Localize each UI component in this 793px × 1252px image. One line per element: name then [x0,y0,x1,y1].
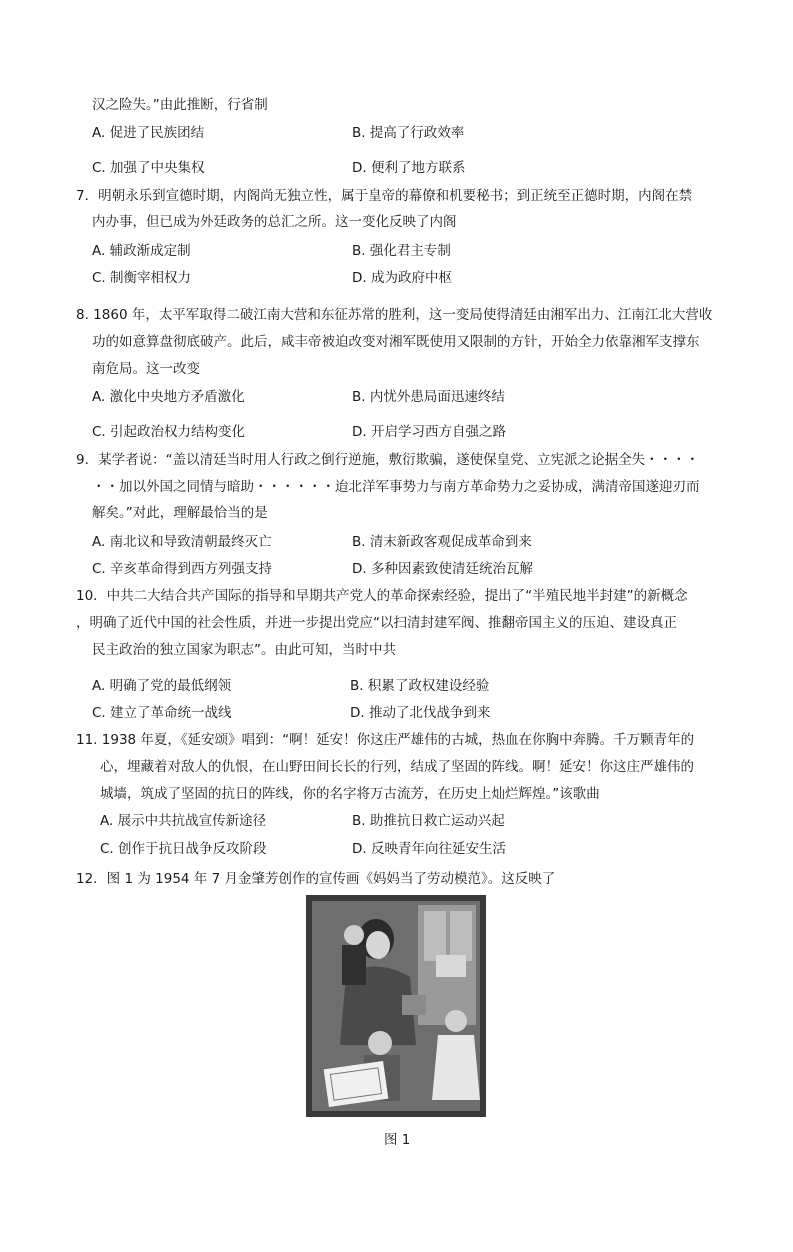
q6-option-c[interactable]: C. 加强了中央集权 [92,160,205,176]
q11-stem-line-3: 城墙，筑成了坚固的抗日的阵线，你的名字将万古流芳，在历史上灿烂辉煌。”该歌曲 [100,786,600,802]
q7-option-a[interactable]: A. 辅政渐成定制 [92,243,191,259]
q6-option-b[interactable]: B. 提高了行政效率 [352,125,465,141]
q10-stem-line-3: 民主政治的独立国家为职志”。由此可知，当时中共 [92,642,396,658]
q10-stem-line-2: ，明确了近代中国的社会性质，并进一步提出党应“以扫清封建军阀、推翻帝国主义的压迫、建设真正 [76,615,677,631]
q11-stem-line-2: 心，埋藏着对敌人的仇恨，在山野田间长长的行列，结成了坚固的阵线。啊！延安！你这庄严雄伟的 [100,759,694,775]
q11-option-a[interactable]: A. 展示中共抗战宣传新途径 [100,813,267,829]
q10-option-a[interactable]: A. 明确了党的最低纲领 [92,678,232,694]
q10-option-c[interactable]: C. 建立了革命统一战线 [92,705,232,721]
q7-option-d[interactable]: D. 成为政府中枢 [352,270,452,286]
q10-stem-line-1: 10．中共二大结合共产国际的指导和早期共产党人的革命探索经验，提出了“半殖民地半封建”的新概念 [76,588,688,604]
q6-option-a[interactable]: A. 促进了民族团结 [92,125,205,141]
q6-stem-tail: 汉之险失。”由此推断，行省制 [92,97,268,113]
q7-stem-line-1: 7．明朝永乐到宣德时期，内阁尚无独立性，属于皇帝的幕僚和机要秘书；到正统至正德时期，内阁在禁 [76,188,693,204]
q8-stem-line-1: 8. 1860 年，太平军取得二破江南大营和东征苏常的胜利，这一变局使得清廷由湘军出力、江南江北大营收 [76,307,713,323]
poster-illustration [306,895,486,1117]
q11-option-b[interactable]: B. 助推抗日救亡运动兴起 [352,813,505,829]
q6-option-d[interactable]: D. 便利了地方联系 [352,160,466,176]
q12-stem-line-1: 12．图 1 为 1954 年 7 月金肇芳创作的宣传画《妈妈当了劳动模范》。这反映了 [76,871,556,887]
q9-stem-line-1: 9．某学者说：“盖以清廷当时用人行政之倒行逆施，敷衍欺骗，遂使保皇党、立宪派之论据全失・・・・ [76,452,700,468]
q10-option-b[interactable]: B. 积累了政权建设经验 [350,678,490,694]
q8-option-c[interactable]: C. 引起政治权力结构变化 [92,424,246,440]
q8-stem-line-2: 功的如意算盘彻底破产。此后，咸丰帝被迫改变对湘军既使用又限制的方针，开始全力依靠湘军支撑东 [92,334,700,350]
q8-stem-line-3: 南危局。这一改变 [92,361,200,377]
q11-option-c[interactable]: C. 创作于抗日战争反攻阶段 [100,841,267,857]
q9-stem-line-3: 解矣。”对此，理解最恰当的是 [92,505,268,521]
propaganda-poster-image [306,895,486,1117]
q7-option-c[interactable]: C. 制衡宰相权力 [92,270,192,286]
q7-stem-line-2: 内办事，但已成为外廷政务的总汇之所。这一变化反映了内阁 [92,214,457,230]
q8-option-d[interactable]: D. 开启学习西方自强之路 [352,424,506,440]
figure-caption: 图 1 [384,1132,411,1148]
q9-option-d[interactable]: D. 多种因素致使清廷统治瓦解 [352,561,533,577]
q7-option-b[interactable]: B. 强化君主专制 [352,243,451,259]
q9-stem-line-2: ・・加以外国之同情与暗助・・・・・・迨北洋军事势力与南方革命势力之妥协成，满清帝国遂迎刃而 [92,479,700,495]
q10-option-d[interactable]: D. 推动了北伐战争到来 [350,705,491,721]
q11-stem-line-1: 11. 1938 年夏，《延安颂》唱到：“啊！延安！你这庄严雄伟的古城，热血在你胸中奔腾。千万颗青年的 [76,732,695,748]
q9-option-c[interactable]: C. 辛亥革命得到西方列强支持 [92,561,273,577]
q9-option-a[interactable]: A. 南北议和导致清朝最终灭亡 [92,534,272,550]
q8-option-a[interactable]: A. 激化中央地方矛盾激化 [92,389,245,405]
q11-option-d[interactable]: D. 反映青年向往延安生活 [352,841,506,857]
q8-option-b[interactable]: B. 内忧外患局面迅速终结 [352,389,505,405]
q9-option-b[interactable]: B. 清末新政客观促成革命到来 [352,534,532,550]
